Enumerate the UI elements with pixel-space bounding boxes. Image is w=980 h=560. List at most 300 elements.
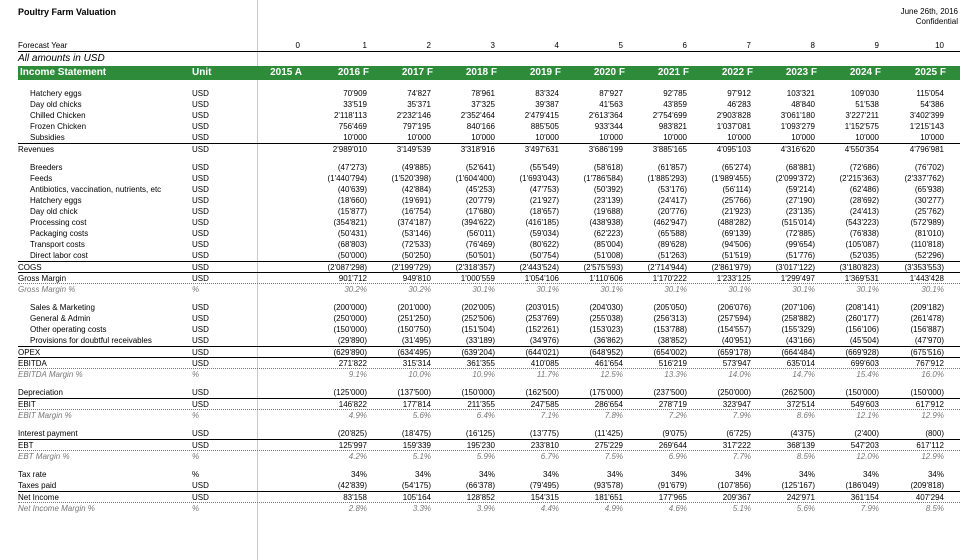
- row-value: 885'505: [530, 122, 559, 131]
- row-value: 15.4%: [856, 370, 879, 379]
- row-value: 983'821: [658, 122, 687, 131]
- row-label: Subsidies: [30, 133, 65, 142]
- row-value: (644'021): [525, 348, 559, 357]
- row-value: (125'167): [781, 481, 815, 490]
- row-value: (21'927): [529, 196, 559, 205]
- row-unit: USD: [192, 122, 209, 131]
- row-value: 30.1%: [472, 285, 495, 294]
- row-value: 361'355: [466, 359, 495, 368]
- row-label: Breeders: [30, 163, 63, 172]
- row-label: Taxes paid: [18, 481, 57, 490]
- row-label: Feeds: [30, 174, 53, 183]
- row-value: 3'061'180: [780, 111, 815, 120]
- row-value: 767'912: [915, 359, 944, 368]
- row-value: (20'776): [657, 207, 687, 216]
- row-value: (59'214): [785, 185, 815, 194]
- header-unit: Unit: [192, 67, 212, 78]
- row-value: 5.9%: [476, 452, 495, 461]
- row-label: Depreciation: [18, 388, 63, 397]
- row-value: 368'139: [786, 441, 815, 450]
- row-value: (94'506): [721, 240, 751, 249]
- row-value: (66'378): [465, 481, 495, 490]
- table-row: [18, 228, 960, 239]
- row-value: 549'603: [850, 400, 879, 409]
- row-value: (374'187): [397, 218, 431, 227]
- header-year-2: 2017 F: [401, 67, 433, 78]
- row-value: 1'299'497: [780, 274, 815, 283]
- row-value: (654'002): [653, 348, 687, 357]
- forecast-year-label: Forecast Year: [18, 41, 68, 50]
- row-value: (186'049): [845, 481, 879, 490]
- table-row: [18, 173, 960, 184]
- row-value: (47'970): [914, 336, 944, 345]
- row-value: 6.4%: [476, 411, 495, 420]
- row-value: 4'095'103: [716, 145, 751, 154]
- row-value: (150'000): [333, 325, 367, 334]
- row-value: 1'110'606: [589, 274, 623, 283]
- table-row: [18, 313, 960, 324]
- row-value: 10'000: [920, 133, 944, 142]
- row-value: 30.1%: [856, 285, 879, 294]
- row-value: (25'762): [914, 207, 944, 216]
- row-value: 4.9%: [348, 411, 367, 420]
- row-value: (19'688): [593, 207, 623, 216]
- row-value: (255'038): [589, 314, 623, 323]
- row-value: 3'227'211: [845, 111, 879, 120]
- row-value: (17'680): [465, 207, 495, 216]
- table-row: [18, 250, 960, 261]
- row-unit: %: [192, 504, 200, 513]
- row-value: (207'106): [781, 303, 815, 312]
- row-value: (69'139): [721, 229, 751, 238]
- row-value: 10'000: [471, 133, 495, 142]
- row-value: 4.9%: [604, 504, 623, 513]
- row-value: 34%: [670, 470, 687, 479]
- row-value: 48'840: [791, 100, 815, 109]
- table-row: [18, 88, 960, 99]
- row-label: Day old chick: [30, 207, 78, 216]
- row-value: (153'788): [653, 325, 687, 334]
- row-value: (81'010): [914, 229, 944, 238]
- row-value: 12.5%: [600, 370, 623, 379]
- row-label: EBIT Margin %: [18, 411, 72, 420]
- row-label: EBIT: [18, 400, 36, 409]
- row-unit: USD: [192, 348, 209, 357]
- row-value: (31'495): [401, 336, 431, 345]
- row-value: 146'822: [338, 400, 367, 409]
- row-value: (49'885): [401, 163, 431, 172]
- row-value: 269'644: [658, 441, 687, 450]
- row-value: 211'355: [467, 400, 495, 409]
- row-value: 10'000: [727, 133, 751, 142]
- row-unit: USD: [192, 174, 209, 183]
- row-value: 901'712: [338, 274, 367, 283]
- row-label: Gross Margin %: [18, 285, 76, 294]
- row-value: (209'182): [910, 303, 944, 312]
- row-value: (253'769): [525, 314, 559, 323]
- row-unit: USD: [192, 251, 209, 260]
- table-row: [18, 368, 960, 380]
- row-unit: USD: [192, 314, 209, 323]
- row-value: 34%: [542, 470, 559, 479]
- row-value: (6'725): [726, 429, 751, 438]
- row-value: (105'087): [845, 240, 879, 249]
- row-label: Hatchery eggs: [30, 196, 82, 205]
- row-value: (137'500): [397, 388, 431, 397]
- row-value: (154'557): [717, 325, 751, 334]
- row-value: 14.0%: [728, 370, 751, 379]
- row-unit: USD: [192, 100, 209, 109]
- row-value: (204'030): [589, 303, 623, 312]
- row-value: (52'035): [849, 251, 879, 260]
- row-value: 5.6%: [412, 411, 431, 420]
- row-label: Processing cost: [30, 218, 87, 227]
- row-value: (2'099'372): [775, 174, 815, 183]
- header-year-8: 2023 F: [785, 67, 817, 78]
- row-value: (18'475): [401, 429, 431, 438]
- row-unit: USD: [192, 274, 209, 283]
- row-value: 3'402'399: [909, 111, 944, 120]
- row-value: (50'754): [529, 251, 559, 260]
- row-unit: USD: [192, 325, 209, 334]
- row-value: (30'277): [914, 196, 944, 205]
- row-unit: %: [192, 411, 200, 420]
- row-value: 8.5%: [796, 452, 815, 461]
- row-value: 10'000: [407, 133, 431, 142]
- row-value: 573'947: [722, 359, 751, 368]
- forecast-year-3: 3: [490, 41, 495, 50]
- row-value: (1'520'398): [391, 174, 431, 183]
- row-value: (639'204): [461, 348, 495, 357]
- row-value: 34%: [862, 470, 879, 479]
- row-value: (156'887): [910, 325, 944, 334]
- row-value: (153'023): [589, 325, 623, 334]
- row-value: 10.9%: [472, 370, 495, 379]
- row-value: (59'034): [529, 229, 559, 238]
- row-value: (237'500): [653, 388, 687, 397]
- row-value: 7.5%: [604, 452, 623, 461]
- row-value: (50'250): [401, 251, 431, 260]
- row-value: (515'014): [781, 218, 815, 227]
- row-value: 83'324: [535, 89, 559, 98]
- row-value: 7.1%: [540, 411, 559, 420]
- forecast-year-9: 9: [874, 41, 879, 50]
- forecast-year-5: 5: [618, 41, 623, 50]
- table-row: [18, 480, 960, 491]
- forecast-year-8: 8: [810, 41, 815, 50]
- row-value: (1'604'400): [455, 174, 495, 183]
- row-value: 34%: [734, 470, 751, 479]
- row-value: (93'578): [593, 481, 623, 490]
- row-value: 2'479'415: [524, 111, 559, 120]
- row-value: (1'786'584): [583, 174, 623, 183]
- row-label: Gross Margin: [18, 274, 67, 283]
- row-value: 756'469: [338, 122, 367, 131]
- row-value: 1'443'428: [909, 274, 944, 283]
- header-year-9: 2024 F: [849, 67, 881, 78]
- row-value: (24'413): [849, 207, 879, 216]
- table-row: [18, 99, 960, 110]
- row-value: 2'903'828: [716, 111, 751, 120]
- row-value: 177'814: [402, 400, 431, 409]
- table-row: [18, 283, 960, 295]
- row-value: 635'014: [786, 359, 815, 368]
- row-unit: USD: [192, 493, 209, 502]
- row-unit: USD: [192, 240, 209, 249]
- row-value: (150'000): [845, 388, 879, 397]
- row-value: 30.1%: [792, 285, 815, 294]
- row-value: 195'230: [466, 441, 495, 450]
- row-value: (50'392): [593, 185, 623, 194]
- row-value: 103'321: [786, 89, 815, 98]
- row-value: 33'519: [343, 100, 367, 109]
- row-value: (43'166): [785, 336, 815, 345]
- row-value: 1'093'279: [780, 122, 815, 131]
- row-value: 10'000: [535, 133, 559, 142]
- header-year-6: 2021 F: [657, 67, 689, 78]
- row-value: (572'989): [910, 218, 944, 227]
- row-value: (1'885'293): [647, 174, 687, 183]
- table-row: [18, 324, 960, 335]
- row-value: (2'318'357): [455, 263, 495, 272]
- row-value: 181'651: [594, 493, 623, 502]
- row-value: (33'189): [465, 336, 495, 345]
- row-value: (47'753): [529, 185, 559, 194]
- row-value: 10'000: [791, 133, 815, 142]
- row-unit: USD: [192, 400, 209, 409]
- row-label: EBITDA: [18, 359, 47, 368]
- row-value: (659'178): [717, 348, 751, 357]
- row-value: 3'686'199: [588, 145, 623, 154]
- header-year-5: 2020 F: [593, 67, 625, 78]
- table-row: [18, 450, 960, 462]
- row-value: (152'261): [525, 325, 559, 334]
- row-value: 407'294: [915, 493, 944, 502]
- row-label: Interest payment: [18, 429, 78, 438]
- row-value: 16.0%: [921, 370, 944, 379]
- row-value: 74'827: [407, 89, 431, 98]
- row-value: 83'158: [343, 493, 367, 502]
- row-value: 87'927: [599, 89, 623, 98]
- row-label: Chilled Chicken: [30, 111, 86, 120]
- header-year-1: 2016 F: [337, 67, 369, 78]
- row-value: 3'497'631: [524, 145, 559, 154]
- row-unit: USD: [192, 163, 209, 172]
- row-value: (50'501): [465, 251, 495, 260]
- row-value: (1'989'455): [711, 174, 751, 183]
- row-value: (56'114): [722, 185, 751, 194]
- row-value: 1'054'106: [524, 274, 559, 283]
- row-label: Revenues: [18, 145, 55, 154]
- row-value: (462'947): [653, 218, 687, 227]
- row-value: 4'550'354: [844, 145, 879, 154]
- confidential-label: Confidential: [915, 17, 958, 26]
- row-value: 10'000: [663, 133, 687, 142]
- row-label: Provisions for doubtful receivables: [30, 336, 152, 345]
- row-value: 1'369'531: [844, 274, 879, 283]
- row-value: 2'118'113: [333, 111, 367, 120]
- row-value: (40'951): [721, 336, 751, 345]
- row-value: 1'233'125: [716, 274, 751, 283]
- row-value: (15'877): [337, 207, 367, 216]
- row-value: 209'367: [722, 493, 751, 502]
- row-value: (2'215'363): [839, 174, 879, 183]
- row-value: (45'504): [849, 336, 879, 345]
- row-value: 12.9%: [921, 452, 944, 461]
- row-value: 4.4%: [540, 504, 559, 513]
- row-value: 1'000'559: [460, 274, 495, 283]
- row-value: (50'431): [337, 229, 367, 238]
- row-label: Antibiotics, vaccination, nutrients, etc: [30, 185, 162, 194]
- row-value: 2'613'364: [588, 111, 623, 120]
- forecast-year-4: 4: [554, 41, 559, 50]
- table-row: [18, 195, 960, 206]
- row-value: 39'387: [535, 100, 559, 109]
- row-value: (20'779): [465, 196, 495, 205]
- table-row: [18, 502, 960, 514]
- row-value: (51'776): [785, 251, 815, 260]
- forecast-year-2: 2: [426, 41, 431, 50]
- row-label: Transport costs: [30, 240, 85, 249]
- row-unit: %: [192, 370, 200, 379]
- row-unit: USD: [192, 303, 209, 312]
- row-value: 125'997: [338, 441, 367, 450]
- row-value: 1'215'143: [909, 122, 944, 131]
- row-value: (162'500): [525, 388, 559, 397]
- row-value: (36'862): [593, 336, 623, 345]
- row-value: (18'660): [337, 196, 367, 205]
- row-value: (51'263): [657, 251, 687, 260]
- row-value: 7.7%: [732, 452, 751, 461]
- row-value: 4'316'620: [780, 145, 815, 154]
- row-value: 4.2%: [348, 452, 367, 461]
- row-value: 34%: [478, 470, 495, 479]
- row-label: Frozen Chicken: [30, 122, 87, 131]
- row-label: COGS: [18, 263, 42, 272]
- forecast-year-0: 0: [295, 41, 300, 50]
- forecast-year-row: [18, 40, 960, 52]
- row-value: (80'622): [529, 240, 559, 249]
- row-value: (250'000): [717, 388, 751, 397]
- row-value: (664'484): [781, 348, 815, 357]
- forecast-year-6: 6: [682, 41, 687, 50]
- row-value: (25'766): [721, 196, 751, 205]
- row-value: 410'085: [530, 359, 559, 368]
- header-label: Income Statement: [20, 67, 107, 78]
- row-value: (76'838): [849, 229, 879, 238]
- row-label: Other operating costs: [30, 325, 107, 334]
- row-value: 13.3%: [664, 370, 687, 379]
- table-row: [18, 217, 960, 228]
- row-label: Direct labor cost: [30, 251, 88, 260]
- row-label: EBT Margin %: [18, 452, 70, 461]
- row-value: 30.1%: [921, 285, 944, 294]
- table-row: [18, 110, 960, 121]
- row-value: (201'000): [397, 303, 431, 312]
- row-value: (1'693'043): [519, 174, 559, 183]
- row-value: (205'050): [653, 303, 687, 312]
- row-value: (150'000): [910, 388, 944, 397]
- row-value: (648'952): [589, 348, 623, 357]
- row-value: (262'500): [781, 388, 815, 397]
- row-value: (107'856): [717, 481, 751, 490]
- row-value: (9'075): [662, 429, 687, 438]
- row-value: (203'015): [525, 303, 559, 312]
- row-unit: %: [192, 285, 200, 294]
- row-value: (79'495): [529, 481, 559, 490]
- row-value: 30.1%: [600, 285, 623, 294]
- header-year-4: 2019 F: [529, 67, 561, 78]
- row-value: (65'938): [914, 185, 944, 194]
- row-value: (18'657): [529, 207, 559, 216]
- row-unit: USD: [192, 388, 209, 397]
- row-value: (54'175): [401, 481, 431, 490]
- row-value: (150'000): [461, 388, 495, 397]
- row-value: 35'371: [407, 100, 431, 109]
- row-value: (19'691): [401, 196, 431, 205]
- row-value: (4'375): [790, 429, 815, 438]
- income-statement-header: [18, 66, 960, 80]
- table-row: [18, 335, 960, 346]
- row-value: (151'504): [461, 325, 495, 334]
- table-row: [18, 428, 960, 439]
- row-value: 315'314: [402, 359, 431, 368]
- row-value: 3.3%: [412, 504, 431, 513]
- row-value: (675'516): [910, 348, 944, 357]
- row-value: (20'825): [337, 429, 367, 438]
- row-value: (209'818): [910, 481, 944, 490]
- header-year-0: 2015 A: [270, 67, 302, 78]
- row-value: 30.2%: [408, 285, 431, 294]
- row-unit: USD: [192, 359, 209, 368]
- row-unit: USD: [192, 185, 209, 194]
- row-value: 3'885'165: [652, 145, 687, 154]
- row-value: 115'054: [916, 89, 944, 98]
- row-value: 78'961: [471, 89, 495, 98]
- row-value: 30.1%: [664, 285, 687, 294]
- table-row: [18, 184, 960, 195]
- row-value: (51'008): [593, 251, 623, 260]
- row-value: (1'440'794): [327, 174, 367, 183]
- row-value: 7.9%: [732, 411, 751, 420]
- row-value: (634'495): [397, 348, 431, 357]
- row-value: (156'106): [845, 325, 879, 334]
- row-value: 37'325: [471, 100, 495, 109]
- row-label: EBITDA Margin %: [18, 370, 83, 379]
- row-value: 12.0%: [856, 452, 879, 461]
- row-value: (543'223): [845, 218, 879, 227]
- row-value: (62'223): [593, 229, 623, 238]
- row-value: (261'478): [910, 314, 944, 323]
- row-value: (45'253): [465, 185, 495, 194]
- row-value: (150'750): [397, 325, 431, 334]
- row-value: 323'947: [722, 400, 751, 409]
- row-value: (38'852): [657, 336, 687, 345]
- forecast-year-10: 10: [935, 41, 944, 50]
- row-value: (16'754): [401, 207, 431, 216]
- header-year-10: 2025 F: [914, 67, 946, 78]
- row-value: 6.7%: [540, 452, 559, 461]
- row-value: (257'594): [717, 314, 751, 323]
- row-value: 617'912: [915, 400, 944, 409]
- row-value: 109'030: [850, 89, 879, 98]
- row-value: 34%: [927, 470, 944, 479]
- row-value: (800): [925, 429, 944, 438]
- row-value: 46'283: [727, 100, 751, 109]
- row-value: 949'810: [402, 274, 431, 283]
- row-value: 154'315: [530, 493, 559, 502]
- row-value: 3.9%: [476, 504, 495, 513]
